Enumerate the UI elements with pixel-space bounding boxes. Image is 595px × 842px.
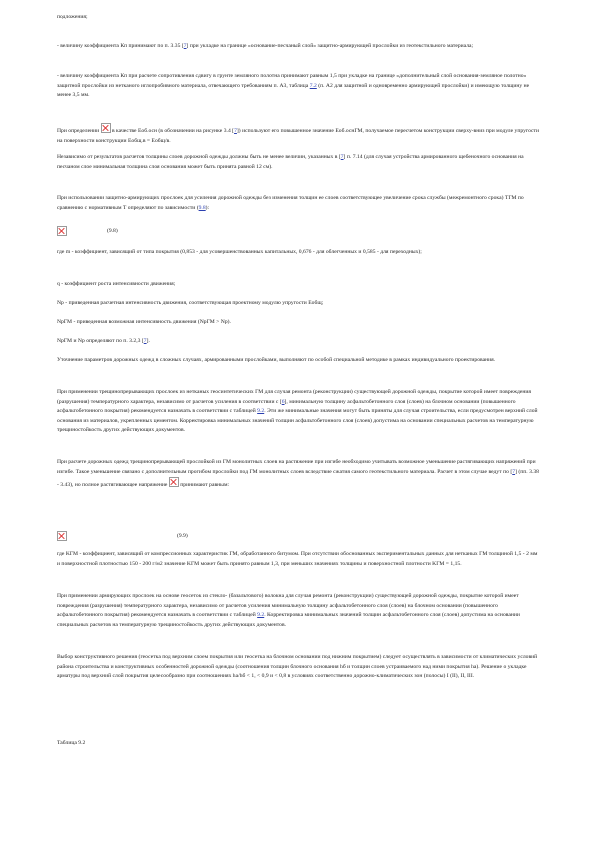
paragraph-np-gm: NpГМ - приведенная возможная интенсивность движения (NpГМ > Np).: [57, 319, 231, 325]
paragraph-np: Np - приведенная расчетная интенсивность движения, соответствующая проектному модулю упругости Eобщ;: [57, 300, 324, 306]
paragraph-min-thickness: Независимо от результатов расчетов толщины слоев дорожной одежды должны быть не менее величин, указанных в [7] п. 7.14 (для случая устройства армированного щебеночного основания на песчаном слое минимальная толщина слоя основания может быть принята равной 12 см).: [57, 154, 524, 170]
paragraph-service-life: При использовании защитно-армирующих прослоек для усиления дорожной одежды без изменения толщин ее слоев соответствующее увеличение срока службы (межремонтного срока) ТГМ по сравнению с нормативным Т определяют по зависимости (9.8):: [57, 195, 524, 211]
formula-9-8: [57, 226, 541, 236]
paragraph-geogrids: При применении армирующих прослоек на основе геосеток из стекло- (базальтового) волокна для случая ремонта (реконструкции) существующей дорожной одежды, покрытие которой имеет повреждения (разрушения) температурного характера, независимо от расчетов усиления минимальную толщину асфальтобетонного слоя (слоев) на блочном основании (повышенного асфальтобетонного покрытия) рекомендуется назначать в соответствии с таблицей 9.2. Корректировка минимальных значений толщин асфальтобетонного слоя (слоев) допустима на основании специальных расчетов на температурную трещиностойкость других действующих документов.: [57, 593, 520, 628]
reference-link[interactable]: 7: [234, 128, 237, 134]
paragraph-bending-calc: При расчете дорожных одежд трещинопрерывающей прослойкой из ГМ монолитных слоев на растяжение при изгибе необходимо учитывать возможное уменьшение растягивающих напряжений при изгибе. Такое уменьшение связано с дополнительным прогибом прослойки под ГМ монолитных слоев вследствие сжатия самого геотекстильного материала. Расчет в этом случае ведут по [7] (пп. 3.38 - 3.43), но полное растягивающее напряжение принимают равным:: [57, 459, 539, 489]
table-link[interactable]: 7.2: [309, 82, 317, 89]
broken-image-icon: [57, 531, 67, 541]
formula-number: (9.8): [107, 228, 118, 234]
paragraph-np-def: NpГМ и Np определяют по п. 3.2,3 [7].: [57, 338, 150, 344]
paragraph-crack-interlayers: При применении трещинопрерывающих прослоек из нетканых геосинтетических ГМ для случая ремонта (реконструкции) существующей дорожной одежды, покрытие которой имеет повреждения (разрушения) температурного характера, независимо от расчетов усиления в соответствии с [6], минимальную толщину асфальтобетонного слоя (слоев) на блочном основании (повышенного асфальтобетонного покрытия) рекомендуется назначать в соответствии с таблицей 9.2. Эти же минимальные значения могут быть приняты для случая строительства, если предусмотрен верхний слой основания из материалов, укрепленных цементом. Корректировка минимальных значений толщин асфальтобетонного слоя (слоев) допустима на основании специальных расчетов на температурную трещиностойкость других действующих документов.: [57, 389, 538, 434]
paragraph-continuation: подложения;: [57, 14, 88, 20]
formula-9-9: [57, 531, 541, 541]
reference-link[interactable]: 7: [183, 43, 187, 49]
reference-link[interactable]: 7: [340, 154, 344, 160]
broken-image-icon: [57, 226, 67, 236]
paragraph-q-coef: q - коэффициент роста интенсивности движения;: [57, 281, 176, 287]
reference-link[interactable]: 7: [512, 468, 516, 475]
formula-link[interactable]: 9.8: [198, 204, 206, 211]
paragraph-design-choice: Выбор конструктивного решения (геосетка под верхним слоем покрытия или геосетка на блочном основании под нижним покрытием) следует осуществлять в зависимости от климатических условий района строительства и конструктивных особенностей дорожной одежды (соотношения толщин блочного основания hб и толщин слоев устраиваемого над ними покрытия hа). Решение о укладке арматуры под верхний слой покрытия целесообразно при соотношениях hа/hб < 1, < 0,9 и < 0,8 в условиях соответственно дорожно-климатических зон (полосы) I (II), II, III.: [57, 654, 538, 680]
reference-link[interactable]: 7: [143, 338, 147, 344]
paragraph-kp-soil: - величину коэффициента Кп при расчете сопротивления сдвигу в грунте земляного полотна принимают равным 1,5 при укладке на границе «дополнительный слой основания-земляное полотно» защитной прослойки из нетканого иглопробивного материала, отвечающего требованиям п. А3, таблица 7.2 (п. А2 для защитной и одновременно армирующей прослойки) и имеющую толщину не менее 3,5 мм.: [57, 73, 530, 99]
paragraph-complex-cases: Уточнение параметров дорожных одежд в сложных случаях, армированными прослойками, выполняют по особой специальной методике в рамках индивидуального проектирования.: [57, 357, 496, 363]
reference-link[interactable]: 6: [281, 398, 285, 405]
broken-image-icon: [169, 477, 179, 487]
table-caption: Таблица 9.2: [57, 740, 86, 746]
paragraph-kgm: где KГМ - коэффициент, зависящий от компрессионных характеристик ГМ, обработанного битумом. При отсутствии обоснованных экспериментальных данных для нетканых ГМ толщиной 1,5 - 2 мм и поверхностной плотностью 150 - 200 г/м2 значение KГМ может быть принято равным 1,3, при меньших значениях толщины и поверхностной плотности KГМ = 1,15.: [57, 551, 538, 567]
paragraph-m-coef: где m - коэффициент, зависящий от типа покрытия (0,853 - для усовершенствованных капитальных, 0,676 - для облегченных и 0,585 - для переходных);: [57, 249, 422, 255]
broken-image-icon: [101, 123, 111, 133]
paragraph-kp-sand: - величину коэффициента Кп принимают по п. 3.35 [7] при укладке на границе «основание-песчаный слой» защитно-армирующей прослойки из геотекстильного материала;: [57, 43, 474, 49]
formula-number: (9.9): [177, 533, 188, 539]
table-link[interactable]: 9.2: [257, 408, 265, 415]
paragraph-eob-osn: При определении в качестве Eоб.осн (в обозначении на рисунке 3.4 [7]) используют его повышенное значение Eоб.оснГМ, получаемое пересчетом конструкции сверху-вниз при модуле упругости на поверхности конструкции Eобщ.в = Eобщ/в.: [57, 123, 541, 146]
table-link[interactable]: 9.2: [257, 612, 265, 619]
